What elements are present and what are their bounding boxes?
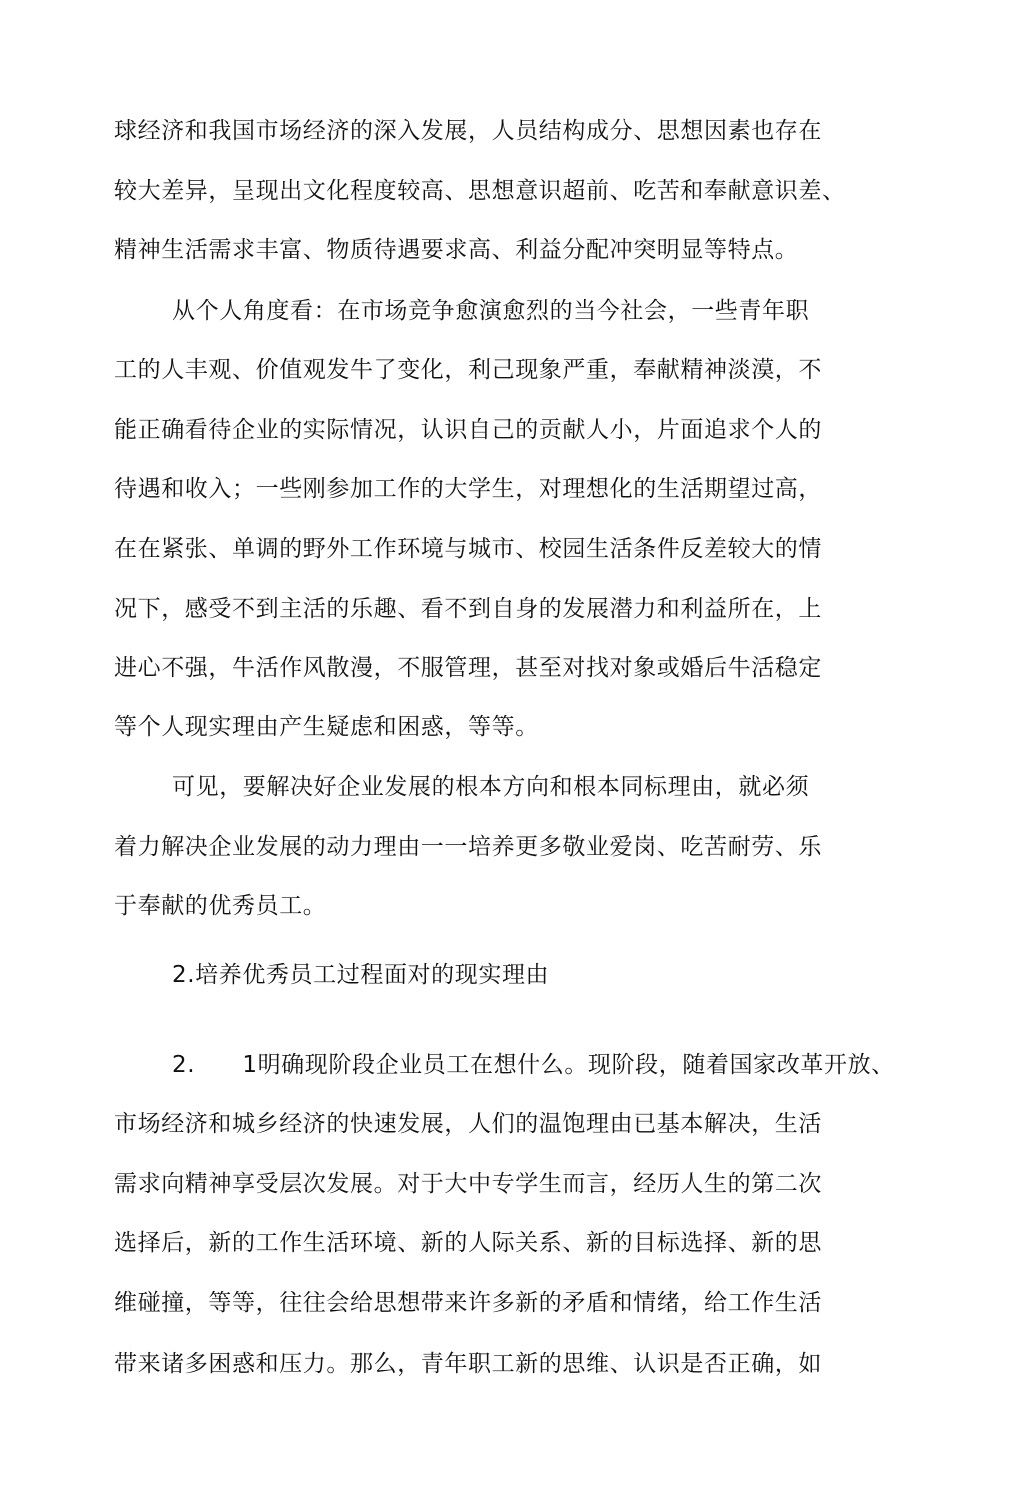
text-line: 维碰撞，等等，往往会给思想带来许多新的矛盾和情绪，给工作生活: [114, 1290, 822, 1316]
text-line: 较大差异，呈现出文化程度较高、思想意识超前、吃苦和奉献意识差、: [114, 178, 846, 204]
text-line: 选择后，新的工作生活环境、新的人际关系、新的目标选择、新的思: [114, 1230, 822, 1256]
text-line: 等个人现实理由产生疑虑和困惑，等等。: [114, 714, 539, 740]
text-line: 在在紧张、单调的野外工作环境与城市、校园生活条件反差较大的情: [114, 536, 822, 562]
text-line: 况下，感受不到主活的乐趣、看不到自身的发展潜力和利益所在，上: [114, 596, 822, 622]
text-line: 于奉献的优秀员工。: [114, 893, 327, 919]
text-line: 能正确看待企业的实际情况，认识自己的贡献人小，片面追求个人的: [114, 417, 822, 443]
text-line: 着力解决企业发展的动力理由一一培养更多敬业爱岗、吃苦耐劳、乐: [114, 834, 822, 860]
paragraph-start-line: 可见，要解决好企业发展的根本方向和根本同标理由，就必须: [172, 774, 810, 800]
text-line: 工的人丰观、价值观发牛了变化，利己现象严重，奉献精神淡漠，不: [114, 357, 822, 383]
text-line: 球经济和我国市场经济的深入发展，人员结构成分、思想因素也存在: [114, 118, 822, 144]
text-line: 待遇和收入；一些刚参加工作的大学生，对理想化的生活期望过高，: [114, 476, 822, 502]
subsection-start-line: 2. 1明确现阶段企业员工在想什么。现阶段，随着国家改革开放、: [172, 1052, 895, 1078]
text-line: 进心不强，牛活作风散漫，不服管理，甚至对找对象或婚后牛活稳定: [114, 655, 822, 681]
text-line: 市场经济和城乡经济的快速发展，人们的温饱理由已基本解决，生活: [114, 1111, 822, 1137]
section-heading: 2.培养优秀员工过程面对的现实理由: [172, 962, 550, 988]
text-line: 带来诸多困惑和压力。那么，青年职工新的思维、认识是否正确，如: [114, 1351, 822, 1377]
paragraph-start-line: 从个人角度看：在市场竞争愈演愈烈的当今社会，一些青年职: [172, 298, 810, 324]
text-line: 精神生活需求丰富、物质待遇要求高、利益分配冲突明显等特点。: [114, 237, 799, 263]
text-line: 需求向精神享受层次发展。对于大中专学生而言，经历人生的第二次: [114, 1171, 822, 1197]
